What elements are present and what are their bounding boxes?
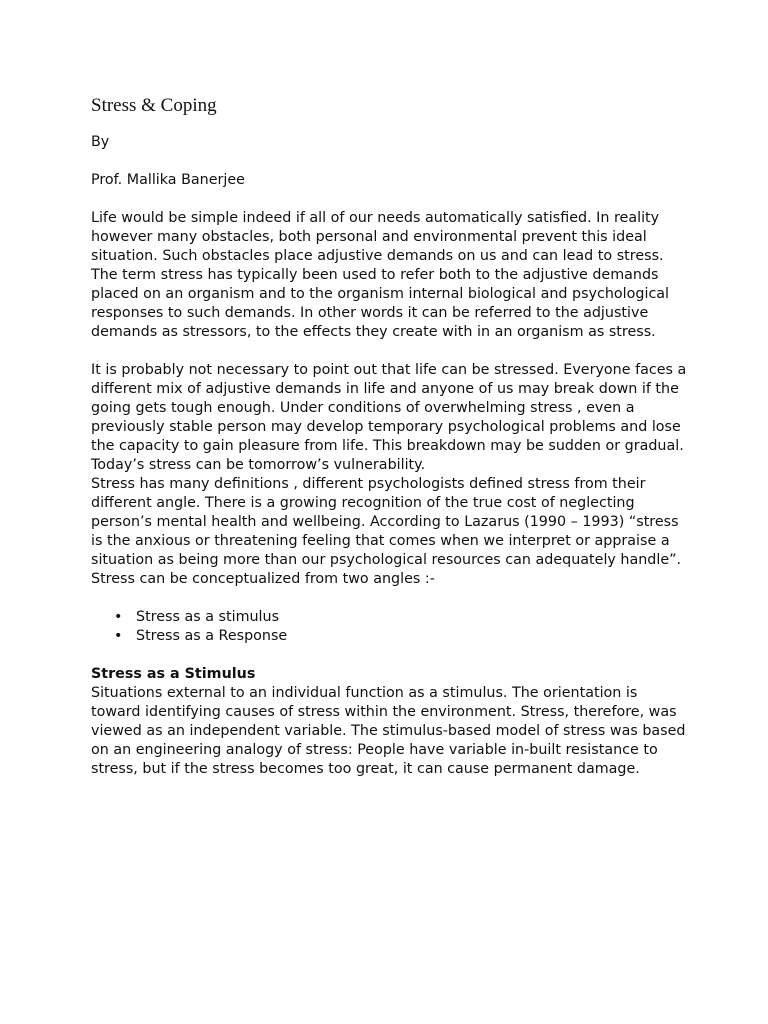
author-name: Prof. Mallika Banerjee xyxy=(91,172,245,188)
bullet-list xyxy=(91,608,691,646)
bullet-icon: • xyxy=(114,609,123,625)
byline: By xyxy=(91,134,110,150)
paragraph-definitions: Stress has many definitions , different psychologists defined stress from their different angle. There is a growing recognition of the true cost of neglecting person’s mental health and wellbeing. According to Lazarus (1990 – 1993) “stress is the anxious or threatening feeling that comes when we interpret or appraise a situation as being more than our psychological resources can adequately handle”. Stress can be conceptualized from two angles :- xyxy=(91,476,682,587)
document-title: Stress & Coping xyxy=(91,95,217,116)
list-item-label: Stress as a stimulus xyxy=(136,609,280,625)
paragraph-life-stress: It is probably not necessary to point out that life can be stressed. Everyone faces a different mix of adjustive demands in life and anyone of us may break down if the going gets tough enough. Under conditions of overwhelming stress , even a previously stable person may develop temporary psychological problems and lose the capacity to gain pleasure from life. This breakdown may be sudden or gradual. Today’s stress can be tomorrow’s vulnerability. xyxy=(91,362,687,473)
section-heading: Stress as a Stimulus xyxy=(91,666,256,682)
list-item xyxy=(91,608,691,627)
list-item-label: Stress as a Response xyxy=(136,628,288,644)
list-item xyxy=(91,627,691,646)
section-paragraph: Situations external to an individual function as a stimulus. The orientation is toward identifying causes of stress within the environment. Stress, therefore, was viewed as an independent variable. The stimulus-based model of stress was based on an engineering analogy of stress: People have variable in-built resistance to stress, but if the stress becomes too great, it can cause permanent damage. xyxy=(91,685,686,777)
document-page xyxy=(91,94,691,779)
paragraph-intro: Life would be simple indeed if all of our needs automatically satisfied. In reality however many obstacles, both personal and environmental prevent this ideal situation. Such obstacles place adjustive demands on us and can lead to stress. The term stress has typically been used to refer both to the adjustive demands placed on an organism and to the organism internal biological and psychological responses to such demands. In other words it can be referred to the adjustive demands as stressors, to the effects they create with in an organism as stress. xyxy=(91,210,670,340)
bullet-icon: • xyxy=(114,628,123,644)
